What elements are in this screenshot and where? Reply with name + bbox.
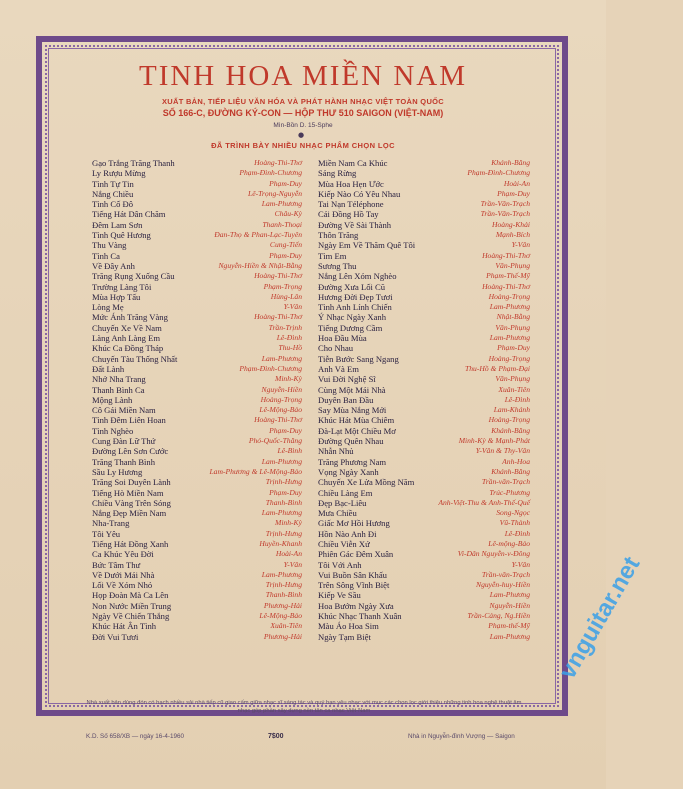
song-row <box>318 508 530 518</box>
song-author: Phạm-Duy <box>497 188 530 198</box>
footer-license: K.D. Số 658/XB — ngày 16-4-1960 <box>86 733 185 740</box>
song-row <box>318 611 530 621</box>
song-title: Tình Quê Hương <box>92 230 151 241</box>
song-title: Kiếp Ve Sầu <box>318 590 361 601</box>
song-title: Ca Khúc Yêu Đời <box>92 549 154 560</box>
song-list-left <box>92 158 302 642</box>
song-author: Trần-Văn-Trạch <box>480 199 530 209</box>
song-row <box>318 189 530 199</box>
song-row <box>92 621 302 631</box>
publisher-note: Nhà xuất bản dùng đón có hạch nhiều sải nhà tiếp cũ giao cấm giữa nhạc sĩ sáng tác và quý bạn yêu nhạc với mục các chọn lọc giới thiệu những tinh hoa nghệ thuật âm nhạc góp phần xây dựng nền tân ca nhạc Việt-Nam <box>86 700 522 714</box>
song-title: Thanh Bình Ca <box>92 384 145 395</box>
song-author: Song-Ngọc <box>496 508 530 518</box>
song-row <box>318 446 530 456</box>
song-row <box>92 549 302 559</box>
song-author: Châu-Kỳ <box>274 209 302 219</box>
song-title: Ý Nhạc Ngày Xanh <box>318 312 387 323</box>
song-author: Hoàng-Trọng <box>260 394 302 404</box>
song-author: Lê-Đình <box>276 333 302 343</box>
song-row <box>92 158 302 168</box>
song-title: Ly Rượu Mừng <box>92 168 146 179</box>
song-title: Non Nước Miền Trung <box>92 600 172 611</box>
song-row <box>92 488 302 498</box>
song-row <box>92 385 302 395</box>
song-author: Lê-Mộng-Bảo <box>259 405 302 415</box>
song-title: Tiếng Hát Đồng Xanh <box>92 538 169 549</box>
song-row <box>318 312 530 322</box>
song-author: Trịnh-Hưng <box>265 580 302 590</box>
song-row <box>318 209 530 219</box>
song-title: Tai Nạn Téléphone <box>318 199 384 210</box>
song-title: Chuyến Xe Lửa Mồng Năm <box>318 477 415 488</box>
song-title: Nhẫn Nhủ <box>318 446 354 457</box>
song-title: Nắng Đẹp Miền Nam <box>92 508 167 519</box>
song-author: Hoài-An <box>275 549 302 559</box>
song-author: Lê-Đình <box>504 394 530 404</box>
song-author: Hoàng-Thi-Thơ <box>482 250 530 260</box>
song-author: Lê-Đình <box>504 528 530 538</box>
song-author: Trần-Văn-Trạch <box>480 209 530 219</box>
song-row <box>318 179 530 189</box>
song-row <box>318 282 530 292</box>
song-author: Nguyễn-Hiền <box>489 600 530 610</box>
song-row <box>318 570 530 580</box>
publisher-title: TINH HOA MIỀN NAM <box>138 60 467 92</box>
song-title: Mộng Lành <box>92 394 133 405</box>
song-row <box>92 580 302 590</box>
song-title: Cho Nhau <box>318 343 354 354</box>
song-title: Thôn Trăng <box>318 230 359 241</box>
song-row <box>92 560 302 570</box>
bullet-icon: ● <box>298 131 305 139</box>
section-heading: ĐÃ TRÌNH BÀY NHIỀU NHẠC PHẨM CHỌN LỌC <box>211 141 395 150</box>
song-title: Đất Lành <box>92 363 125 374</box>
song-row <box>92 240 302 250</box>
song-row <box>318 529 530 539</box>
song-row <box>92 168 302 178</box>
song-author: Vũ-Thành <box>499 518 530 528</box>
song-author: Lam-Phương <box>261 508 302 518</box>
song-author: Minh-Kỳ & Mạnh-Phát <box>458 436 530 446</box>
song-title: Tình Tự Tin <box>92 178 134 189</box>
song-title: Lòng Mẹ <box>92 302 124 313</box>
song-title: Màu Áo Hoa Sim <box>318 621 379 632</box>
song-author: Nhật-Bằng <box>496 312 530 322</box>
song-row <box>318 385 530 395</box>
song-title: Trăng Rụng Xuống Cầu <box>92 271 175 282</box>
song-row <box>318 457 530 467</box>
song-row <box>318 292 530 302</box>
song-title: Tiếng Dương Cầm <box>318 322 383 333</box>
song-row <box>92 364 302 374</box>
song-author: Phương-Hải <box>263 631 302 641</box>
song-author: Y-Vân <box>511 240 530 250</box>
song-author: Thanh-Bình <box>265 497 302 507</box>
song-row <box>92 477 302 487</box>
song-title: Vọng Ngày Xanh <box>318 466 379 477</box>
song-author: Trịnh-Hưng <box>265 477 302 487</box>
license-line: Mìn-Bồn D. 15-Sphe <box>273 122 333 129</box>
song-title: Thu Vàng <box>92 240 127 251</box>
song-author: Phạm-Duy <box>269 487 302 497</box>
song-author: Anh-Hoa <box>502 456 530 466</box>
song-row <box>318 333 530 343</box>
song-author: Lam-Phương <box>261 456 302 466</box>
song-title: Cùng Một Mái Nhà <box>318 384 386 395</box>
song-author: Khánh-Băng <box>491 425 530 435</box>
song-author: Thanh-Thoại <box>262 219 302 229</box>
song-row <box>318 560 530 570</box>
song-row <box>318 415 530 425</box>
song-author: Trần-Trịnh <box>268 322 302 332</box>
song-title: Sáng Rừng <box>318 168 357 179</box>
song-author: Phạm-Trọng <box>263 281 302 291</box>
song-title: Đường Về Sài Thành <box>318 219 392 230</box>
song-row <box>318 302 530 312</box>
song-title: Về Đây Anh <box>92 260 135 271</box>
footer-price: 7$00 <box>268 733 284 740</box>
song-title: Tình Ca <box>92 250 120 261</box>
song-row <box>92 374 302 384</box>
song-row <box>318 426 530 436</box>
song-row <box>318 158 530 168</box>
song-row <box>92 354 302 364</box>
publisher-address: SỐ 166-C, ĐƯỜNG KÝ-CON — HỘP THƯ 510 SAIGON (VIỆT-NAM) <box>162 108 444 118</box>
song-row <box>92 405 302 415</box>
song-row <box>92 446 302 456</box>
song-row <box>318 261 530 271</box>
song-row <box>92 395 302 405</box>
song-author: Hoàng-Thi-Thơ <box>254 415 302 425</box>
song-row <box>318 580 530 590</box>
song-author: Thu-Hồ <box>278 343 302 353</box>
song-author: Cung-Tiến <box>269 240 302 250</box>
song-row <box>318 549 530 559</box>
song-title: Trên Sông Vĩnh Biệt <box>318 580 390 591</box>
song-row <box>318 271 530 281</box>
song-author: Lam-Phương <box>489 590 530 600</box>
song-author: Hoài-An <box>503 178 530 188</box>
song-author: Trịnh-Hưng <box>265 528 302 538</box>
song-title: Chiều Viễn Xứ <box>318 538 370 549</box>
song-title: Hoa Bướm Ngày Xưa <box>318 600 394 611</box>
song-row <box>92 570 302 580</box>
song-title: Về Dưới Mái Nhà <box>92 569 155 580</box>
song-row <box>92 209 302 219</box>
song-title: Tìm Em <box>318 250 347 261</box>
song-row <box>318 199 530 209</box>
song-title: Trăng Soi Duyên Lành <box>92 477 171 488</box>
song-title: Đêm Lam Sơn <box>92 219 143 230</box>
song-title: Chiều Làng Em <box>318 487 373 498</box>
song-author: Hoàng-Trọng <box>488 415 530 425</box>
song-title: Vui Đời Nghệ Sĩ <box>318 374 376 385</box>
song-author: Phạm-Đình-Chương <box>239 168 302 178</box>
song-author: Hoàng-Thi-Thơ <box>254 271 302 281</box>
song-row <box>92 436 302 446</box>
song-title: Tình Cố Đô <box>92 199 134 210</box>
song-title: Họp Đoàn Mà Ca Lên <box>92 590 169 601</box>
song-author: Vi-Dân Nguyễn-v-Đông <box>457 549 530 559</box>
watermark: vnguitar.net <box>554 552 646 684</box>
song-title: Mưa Chiều <box>318 508 357 519</box>
song-row <box>318 354 530 364</box>
song-author: Xuân-Tiên <box>498 384 530 394</box>
song-title: Trường Làng Tôi <box>92 281 152 292</box>
song-row <box>92 271 302 281</box>
song-author: Y-Vân <box>511 559 530 569</box>
song-author: Văn-Phụng <box>495 374 530 384</box>
song-row <box>318 374 530 384</box>
song-author: Lam-Phương <box>489 302 530 312</box>
song-author: Phạm-Duy <box>269 178 302 188</box>
song-row <box>92 529 302 539</box>
song-title: Nắng Chiều <box>92 188 134 199</box>
song-author: Thu-Hồ & Phạm-Đại <box>465 363 530 373</box>
song-row <box>92 343 302 353</box>
song-row <box>318 632 530 642</box>
song-author: Thanh-Bình <box>265 590 302 600</box>
song-title: Hoa Đầu Mùa <box>318 333 367 344</box>
song-author: Lê-Mộng-Bảo <box>259 611 302 621</box>
song-title: Đời Vui Tươi <box>92 631 139 642</box>
song-title: Hồn Nào Anh Đi <box>318 528 377 539</box>
song-row <box>92 251 302 261</box>
song-row <box>318 436 530 446</box>
song-row <box>318 364 530 374</box>
song-title: Tiếng Hát Dân Chăm <box>92 209 166 220</box>
song-author: Hùng-Lân <box>270 291 302 301</box>
song-row <box>92 282 302 292</box>
song-row <box>318 590 530 600</box>
song-row <box>318 601 530 611</box>
song-author: Phó-Quốc-Thăng <box>248 436 302 446</box>
song-row <box>92 498 302 508</box>
song-author: Hoàng-Thi-Thơ <box>254 312 302 322</box>
song-author: Nguyễn-huy-Hiền <box>476 580 530 590</box>
song-title: Anh Và Em <box>318 363 359 374</box>
song-author: Hoàng-Thi-Thơ <box>482 281 530 291</box>
song-author: Văn-Phụng <box>495 260 530 270</box>
song-title: Cung Đàn Lữ Thứ <box>92 436 156 447</box>
song-author: Văn-Phụng <box>495 322 530 332</box>
song-author: Hoàng-Trọng <box>488 291 530 301</box>
song-author: Trúc-Phương <box>489 487 530 497</box>
song-title: Tình Anh Lính Chiến <box>318 302 392 313</box>
song-author: Lê-Trọng-Nguyễn <box>248 188 302 198</box>
song-author: Phạm-thế-Mỹ <box>488 621 530 631</box>
song-title: Tiễn Bước Sang Ngang <box>318 353 399 364</box>
song-title: Khúc Nhạc Thanh Xuân <box>318 611 402 622</box>
song-title: Đường Lên Sơn Cước <box>92 446 169 457</box>
song-list-right <box>318 158 530 642</box>
song-row <box>92 518 302 528</box>
song-author: Lê-mộng-Bảo <box>488 538 530 548</box>
song-row <box>92 261 302 271</box>
song-title: Tôi Với Anh <box>318 559 362 570</box>
song-title: Giấc Mơ Hồi Hương <box>318 518 390 529</box>
song-row <box>318 240 530 250</box>
song-author: Phạm-Duy <box>269 250 302 260</box>
song-row <box>92 323 302 333</box>
song-author: Phạm-Đình-Chương <box>239 363 302 373</box>
song-author: Lam-Phương <box>261 353 302 363</box>
song-title: Bức Tâm Thư <box>92 559 141 570</box>
song-author: Lam-Phương <box>489 333 530 343</box>
song-row <box>92 611 302 621</box>
song-author: Xuân-Tiên <box>270 621 302 631</box>
song-row <box>92 230 302 240</box>
song-row <box>318 405 530 415</box>
song-row <box>318 343 530 353</box>
song-author: Phương-Hải <box>263 600 302 610</box>
song-title: Cô Gái Miền Nam <box>92 405 156 416</box>
song-title: Vui Buồn Sân Khấu <box>318 569 387 580</box>
song-row <box>92 415 302 425</box>
song-author: Minh-Kỳ <box>275 518 302 528</box>
song-title: Đường Xưa Lối Cũ <box>318 281 386 292</box>
song-author: Khánh-Băng <box>491 466 530 476</box>
song-title: Đường Quên Nhau <box>318 436 384 447</box>
song-title: Ngày Về Chiến Thắng <box>92 611 170 622</box>
song-row <box>318 518 530 528</box>
song-row <box>92 467 302 477</box>
song-title: Trăng Phương Nam <box>318 456 387 467</box>
song-row <box>92 590 302 600</box>
song-title: Miền Nam Ca Khúc <box>318 158 388 168</box>
song-author: Huyền-Khanh <box>259 538 302 548</box>
song-row <box>92 426 302 436</box>
song-author: Hoàng-Thi-Thơ <box>254 158 302 167</box>
song-title: Sương Thu <box>318 260 357 271</box>
song-title: Nắng Lên Xóm Nghèo <box>318 271 397 282</box>
song-title: Trăng Thanh Bình <box>92 456 156 467</box>
song-author: Phạm-Thế-Mỹ <box>486 271 530 281</box>
song-row <box>92 539 302 549</box>
song-title: Tôi Yêu <box>92 528 121 539</box>
song-row <box>92 457 302 467</box>
song-title: Ngày Em Về Thăm Quê Tôi <box>318 240 416 251</box>
song-title: Say Mùa Nắng Mới <box>318 405 387 416</box>
song-title: Chuyến Xe Về Nam <box>92 322 162 333</box>
song-title: Chiều Vàng Trên Sóng <box>92 497 171 508</box>
song-author: Hoàng-Khải <box>492 219 530 229</box>
song-author: Phạm-Duy <box>497 343 530 353</box>
song-row <box>318 498 530 508</box>
song-title: Mức Ánh Trăng Vàng <box>92 312 168 323</box>
song-row <box>318 477 530 487</box>
song-title: Duyên Ban Đầu <box>318 394 374 405</box>
song-title: Sầu Ly Hương <box>92 466 143 477</box>
song-title: Đà-Lạt Một Chiều Mơ <box>318 425 396 436</box>
footer-printer: Nhà in Nguyễn-đình Vượng — Saigon <box>408 733 515 740</box>
song-row <box>92 292 302 302</box>
song-author: Nguyễn-Hiền <box>261 384 302 394</box>
song-row <box>92 601 302 611</box>
song-title: Khúc Hát Ân Tình <box>92 621 157 632</box>
song-author: Phạm-Đình-Chương <box>467 168 530 178</box>
song-title: Khúc Hát Mùa Chiêm <box>318 415 395 426</box>
song-title: Tiếng Hò Miền Nam <box>92 487 164 498</box>
song-title: Gạo Trắng Trăng Thanh <box>92 158 175 168</box>
song-author: Trần-văn-Trạch <box>481 569 530 579</box>
song-row <box>92 189 302 199</box>
publisher-subtitle: XUẤT BẢN, TIẾP LIỆU VĂN HÓA VÀ PHÁT HÀNH NHẠC VIỆT TOÀN QUỐC <box>161 97 445 106</box>
song-row <box>92 179 302 189</box>
song-author: Nguyễn-Hiền & Nhật-Bằng <box>218 260 302 270</box>
song-title: Đẹp Bạc-Liêu <box>318 497 367 508</box>
song-title: Nha-Trang <box>92 518 130 529</box>
song-title: Tình Nghèo <box>92 425 134 436</box>
song-author: Lê-Bình <box>277 446 302 456</box>
song-title: Khúc Ca Đồng Tháp <box>92 343 164 354</box>
song-title: Lối Về Xóm Nhỏ <box>92 580 153 591</box>
song-author: Đan-Thọ & Phan-Lạc-Tuyên <box>214 230 302 240</box>
song-author: Khánh-Băng <box>491 158 530 167</box>
song-title: Cái Đồng Hồ Tay <box>318 209 379 220</box>
song-author: Phạm-Duy <box>269 425 302 435</box>
song-author: Trần-Cảng, Ng.Hiền <box>467 611 530 621</box>
song-title: Ngày Tạm Biệt <box>318 631 371 642</box>
song-row <box>318 168 530 178</box>
song-author: Y-Vân & Thy-Vân <box>475 446 530 456</box>
song-author: Lam-Phương <box>489 631 530 641</box>
song-author: Mạnh-Bích <box>495 230 530 240</box>
song-title: Mùa Hợp Tấu <box>92 291 141 302</box>
song-row <box>92 302 302 312</box>
song-row <box>92 508 302 518</box>
song-row <box>318 220 530 230</box>
song-title: Mùa Hoa Hẹn Ước <box>318 178 384 189</box>
song-author: Lam-Phương <box>261 199 302 209</box>
song-author: Y-Vân <box>283 559 302 569</box>
song-row <box>318 251 530 261</box>
song-title: Hương Đời Đẹp Tươi <box>318 291 393 302</box>
song-row <box>318 488 530 498</box>
song-row <box>318 395 530 405</box>
song-author: Anh-Việt-Thu & Anh-Thế-Quế <box>438 497 530 507</box>
song-title: Kiếp Nào Có Yêu Nhau <box>318 188 401 199</box>
song-author: Lam-Khánh <box>493 405 530 415</box>
song-row <box>92 220 302 230</box>
song-row <box>92 199 302 209</box>
song-author: Hoàng-Trọng <box>488 353 530 363</box>
song-title: Tình Đêm Liên Hoan <box>92 415 166 426</box>
song-title: Nhớ Nha Trang <box>92 374 146 385</box>
song-title: Phiên Gác Đêm Xuân <box>318 549 394 560</box>
song-row <box>318 230 530 240</box>
song-title: Làng Anh Làng Em <box>92 333 161 344</box>
song-author: Lam-Phương <box>261 569 302 579</box>
song-author: Trần-văn-Trạch <box>481 477 530 487</box>
song-row <box>318 467 530 477</box>
song-author: Y-Vân <box>283 302 302 312</box>
song-row <box>318 539 530 549</box>
song-row <box>318 323 530 333</box>
song-row <box>318 621 530 631</box>
song-row <box>92 333 302 343</box>
song-title: Chuyến Tàu Thống Nhất <box>92 353 178 364</box>
song-author: Lam-Phương & Lê-Mộng-Bảo <box>209 466 302 476</box>
song-author: Minh-Kỳ <box>275 374 302 384</box>
song-row <box>92 632 302 642</box>
song-row <box>92 312 302 322</box>
